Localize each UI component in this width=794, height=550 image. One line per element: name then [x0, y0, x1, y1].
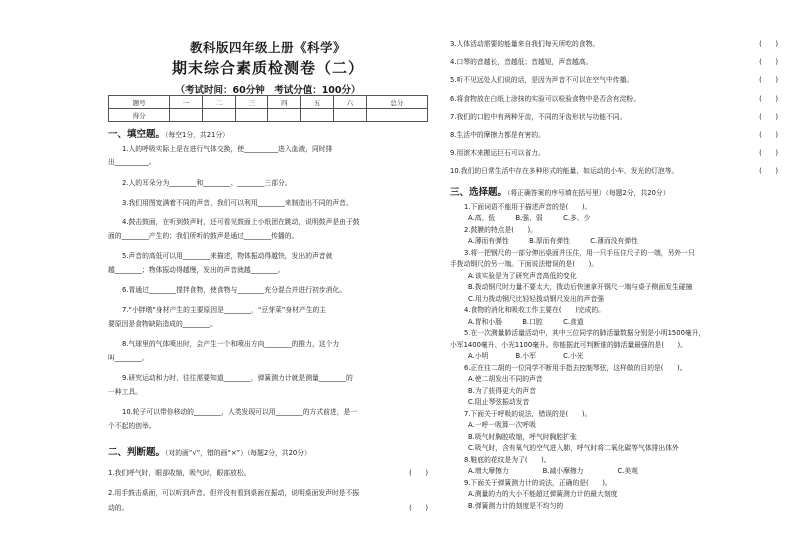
option-line[interactable]: B.为了获得更大的声音	[468, 387, 536, 395]
score-cell: 四	[268, 96, 301, 109]
exam-subtitle: 教科版四年级上册《科学》	[189, 40, 346, 55]
question-line: 2.人的耳朵分为________和________、________三部分。	[122, 179, 292, 187]
option-line[interactable]: C.阻止琴弦振动发音	[468, 398, 530, 406]
score-input-cell[interactable]	[301, 109, 334, 122]
question-line: 3.将一把钢尺的一部分伸出桌面并压住，用一只手压住尺子的一端，另外一只	[464, 249, 695, 257]
score-input-cell[interactable]	[202, 109, 235, 122]
question-line: 7.我们的口腔中有两种牙齿，不同的牙齿形状与功能不同。 ( )	[450, 113, 778, 121]
answer-parens[interactable]: ( )	[759, 95, 778, 103]
option-line[interactable]: A.测量的力的大小不能超过弹簧测力计的最大刻度	[468, 490, 618, 498]
option-line[interactable]: A.高、低 B.强、弱 C.多、少	[468, 214, 591, 222]
option-line[interactable]: C.吸气时，含有氧气的空气进入肺，呼气时将二氧化碳等气体排出体外	[468, 444, 679, 452]
answer-parens[interactable]: ( )	[759, 58, 778, 66]
score-cell: 二	[202, 96, 235, 109]
answer-parens[interactable]: ( )	[759, 131, 778, 139]
question-line: 8.生活中的摩擦力都是有害的。 ( )	[450, 131, 778, 139]
question-line: 叫________。	[108, 354, 149, 362]
answer-parens[interactable]: ( )	[759, 167, 778, 175]
section-note: （每空1分，共21分）	[165, 131, 229, 139]
question-line: 个不起的创举。	[108, 422, 156, 430]
answer-parens[interactable]: ( )	[759, 40, 778, 48]
score-cell: 总分	[366, 96, 427, 109]
answer-parens[interactable]: ( )	[759, 113, 778, 121]
score-input-cell[interactable]	[170, 109, 203, 122]
option-line[interactable]: B.拨动钢尺时力量不要太大，拨动后快速拿开钢尺一端与桌子侧面发生碰撞	[468, 283, 693, 291]
section-title: 一、填空题。	[108, 129, 166, 140]
question-line: 9.下面关于弹簧测力计的说法，正确的是( )。	[464, 479, 612, 487]
score-cell: 题号	[109, 96, 170, 109]
question-line: 7.“小胖墩”身材产生的主要原因是________，“豆芽菜”身材产生的主	[122, 306, 327, 314]
question-line: 手拨动钢尺的另一端。下面说法错误的是( )。	[450, 260, 599, 268]
option-line[interactable]: C.用力拨动钢尺比轻轻拨动钢尺发出的声音强	[468, 295, 605, 303]
question-line: 5.听不见远处人们说的话，是因为声音不可以在空气中传播。 ( )	[450, 76, 778, 84]
question-line: 5.声音的高低可以用________来描述，物体振动得越快，发出的声音就	[122, 252, 333, 260]
question-line: 面的________产生的；我们所听的鼓声是通过________传播的。	[108, 232, 299, 240]
score-cell: 一	[170, 96, 203, 109]
score-input-cell[interactable]	[366, 109, 427, 122]
score-cell: 得分	[109, 109, 170, 122]
section-title: 二、判断题。	[108, 447, 166, 458]
option-line[interactable]: B.弹簧测力计的刻度是不均匀的	[468, 502, 564, 510]
question-line: 9.研究运动和力时，往往需要知道________，弹簧测力计就是测量________的	[122, 374, 353, 382]
question-line: 6.正在往二胡的一位同学不断用手指去控制琴弦，这样做的目的是( )。	[464, 364, 687, 372]
section-note: （将正确答案的序号填在括号里）（每题2分，共20分）	[507, 189, 670, 197]
question-line: 4.食物的消化和吸收工作主要在( )完成的。	[464, 306, 605, 314]
question-line: 6.将食物放在白纸上涂抹的实验可以检验食物中是否含有淀粉。 ( )	[450, 95, 778, 103]
question-line: 越________；物体振动得越慢，发出的声音就越________。	[108, 266, 285, 274]
question-line: 8.气球里的气体喷出时，会产生一个和喷出方向________的推力，这个力	[122, 340, 340, 348]
question-line: 8.鞋底的花纹是为了( )。	[464, 456, 551, 464]
question-line: 小军1400毫升、小光1100毫升。你能据此可判断谁的肺活量最强的是( )。	[450, 341, 688, 349]
question-line: 10.轮子可以带你移动的________，人类发现可以用________的方式前进，是一	[122, 408, 358, 416]
question-line: 6.胃通过________搅拌食物，使食物与________充分混合并进行初步消化。	[122, 286, 346, 294]
section-choice-heading	[450, 184, 670, 198]
left-column	[108, 0, 428, 550]
option-line[interactable]: A.薄而有弹性 B.厚而有弹性 C.薄而没有弹性	[468, 237, 638, 245]
right-column	[450, 0, 778, 550]
score-cell: 三	[235, 96, 268, 109]
score-table-score-row	[109, 109, 428, 122]
question-line: 9.用滚木来搬运巨石可以省力。 ( )	[450, 149, 778, 157]
section-judge-heading	[108, 444, 311, 458]
option-line[interactable]: A.胃和小肠 B.口腔 C.食道	[468, 318, 584, 326]
score-table-header-row	[109, 96, 428, 109]
answer-parens[interactable]: ( )	[409, 469, 428, 477]
answer-parens[interactable]: ( )	[759, 149, 778, 157]
option-line[interactable]: B.吸气时胸腔收缩，呼气时胸腔扩张	[468, 433, 577, 441]
question-line: 3.人体活动需要的能量来自我们每天所吃的食物。 ( )	[450, 40, 778, 48]
option-line[interactable]: A.该实验是为了研究声音高低的变化	[468, 272, 577, 280]
option-line[interactable]: A.使二胡发出不同的声音	[468, 375, 543, 383]
question-line: 2.鼓膜的特点是( )。	[464, 226, 537, 234]
question-line: 1.人的呼吸实际上是在进行气体交换，使__________进入血液，同时排	[122, 145, 333, 153]
exam-info: （考试时间：60分钟 考试分值：100分）	[175, 85, 361, 96]
question-line: 3.我们用图宽满着不同的声音，我们可以利用________来制造出不同的声音。	[122, 199, 353, 207]
question-line: 1.我们呼气时，眼部收缩，吸气时，眼部放松。 ( )	[108, 469, 428, 477]
answer-parens[interactable]: ( )	[759, 76, 778, 84]
section-note: （对的画“√”，错的画“×”）（每题2分，共20分）	[165, 449, 311, 457]
score-table	[108, 95, 428, 122]
option-line[interactable]: A.小明 B.小军 C.小光	[468, 352, 584, 360]
option-line[interactable]: A.增大摩擦力 B.减小摩擦力 C.美观	[468, 467, 638, 475]
question-line: 1.下面词语不能用于描述声音的是( )。	[464, 203, 592, 211]
question-line: 10.我们的日常生活中存在多种形式的能量，如运动的小车、发光的灯泡等。 ( )	[450, 167, 778, 175]
question-line: 出__________。	[108, 158, 156, 166]
question-line: 一种工具。	[108, 388, 142, 396]
section-fill-blank-heading	[108, 126, 229, 140]
score-input-cell[interactable]	[334, 109, 367, 122]
score-cell: 六	[334, 96, 367, 109]
question-line: 4.鼓击鼓面，在听到鼓声时，还可看见鼓面上小纸团在跳动，说明鼓声是由于鼓	[122, 218, 360, 226]
exam-title: 期末综合素质检测卷（二）	[171, 59, 364, 77]
option-line[interactable]: A.一呼一吸算一次呼吸	[468, 421, 536, 429]
question-line: 动的。 ( )	[108, 504, 428, 512]
score-input-cell[interactable]	[235, 109, 268, 122]
question-line: 要原因是食物缺陷造成的________。	[108, 320, 217, 328]
section-title: 三、选择题。	[450, 187, 508, 198]
question-line: 2.用手鼓击桌面，可以听到声音。但并没有看到桌面在振动，说明桌面发声时是不振	[108, 489, 360, 497]
answer-parens[interactable]: ( )	[409, 504, 428, 512]
question-line: 5.在一次测量肺活量活动中，其中三位同学的肺活量数据分别是小明1500毫升，	[464, 329, 706, 337]
question-line: 4.口琴的音越长，音越低；音越短，声音越高。 ( )	[450, 58, 778, 66]
question-line: 7.下面关于呼吸的说法，错误的是( )。	[464, 410, 592, 418]
score-input-cell[interactable]	[268, 109, 301, 122]
score-cell: 五	[301, 96, 334, 109]
